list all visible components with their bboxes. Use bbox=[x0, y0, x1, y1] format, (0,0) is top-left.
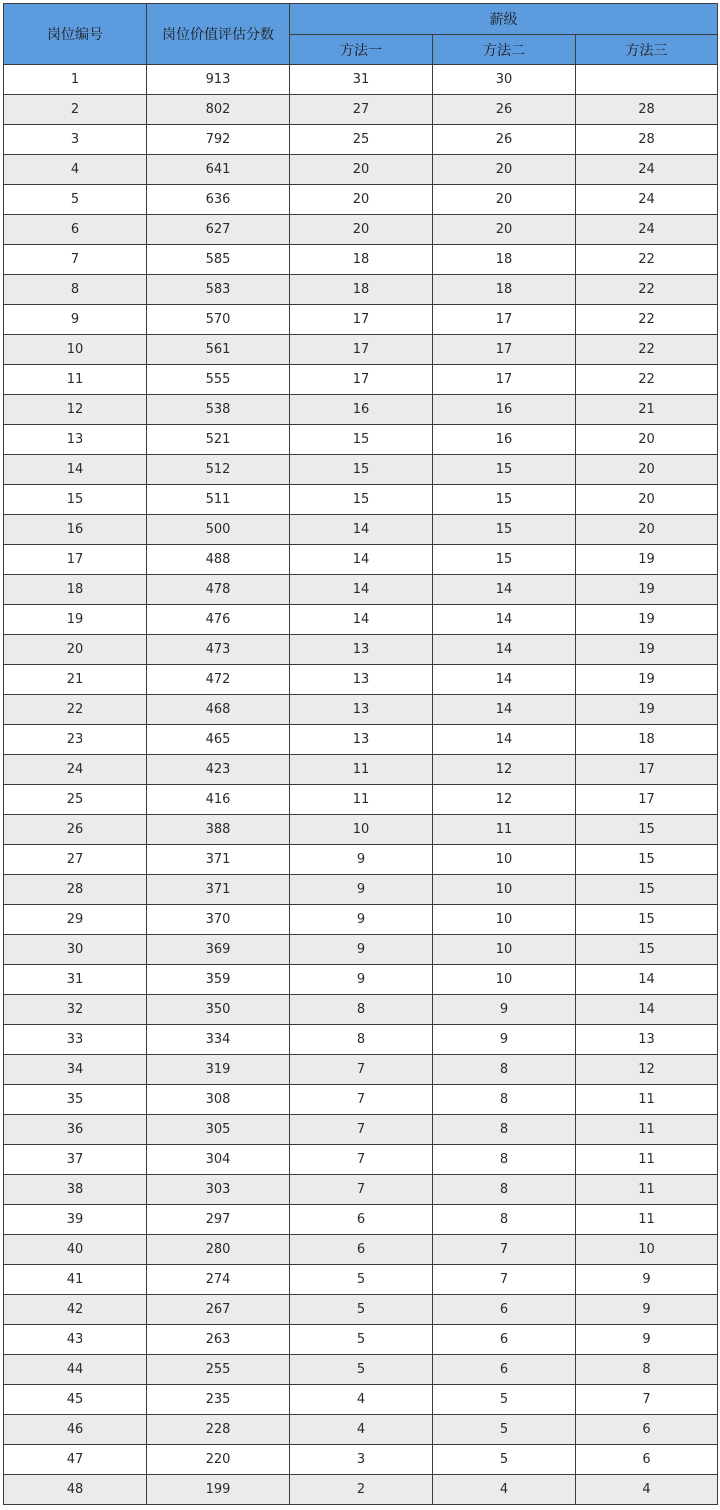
cell-position-id: 10 bbox=[4, 335, 147, 365]
cell-position-id: 21 bbox=[4, 665, 147, 695]
cell-method-1: 13 bbox=[290, 635, 433, 665]
cell-evaluation-score: 488 bbox=[147, 545, 290, 575]
cell-method-3: 22 bbox=[576, 245, 718, 275]
cell-evaluation-score: 350 bbox=[147, 995, 290, 1025]
cell-method-3: 9 bbox=[576, 1295, 718, 1325]
cell-method-1: 16 bbox=[290, 395, 433, 425]
cell-method-3: 12 bbox=[576, 1055, 718, 1085]
cell-method-1: 6 bbox=[290, 1205, 433, 1235]
cell-method-2: 14 bbox=[433, 695, 576, 725]
cell-position-id: 14 bbox=[4, 455, 147, 485]
table-row bbox=[4, 845, 718, 875]
cell-position-id: 43 bbox=[4, 1325, 147, 1355]
table-row bbox=[4, 1205, 718, 1235]
table-row bbox=[4, 1325, 718, 1355]
table-row bbox=[4, 1085, 718, 1115]
cell-method-3: 15 bbox=[576, 905, 718, 935]
table-row bbox=[4, 1355, 718, 1385]
cell-evaluation-score: 465 bbox=[147, 725, 290, 755]
cell-evaluation-score: 228 bbox=[147, 1415, 290, 1445]
cell-method-1: 10 bbox=[290, 815, 433, 845]
cell-method-2: 12 bbox=[433, 785, 576, 815]
table-row bbox=[4, 95, 718, 125]
salary-grade-table bbox=[3, 3, 718, 1505]
cell-method-2: 14 bbox=[433, 635, 576, 665]
cell-method-3: 15 bbox=[576, 875, 718, 905]
table-row bbox=[4, 725, 718, 755]
table-row bbox=[4, 785, 718, 815]
cell-method-1: 14 bbox=[290, 515, 433, 545]
cell-method-1: 17 bbox=[290, 305, 433, 335]
cell-method-2: 8 bbox=[433, 1175, 576, 1205]
cell-evaluation-score: 570 bbox=[147, 305, 290, 335]
cell-evaluation-score: 423 bbox=[147, 755, 290, 785]
cell-method-1: 11 bbox=[290, 755, 433, 785]
cell-evaluation-score: 561 bbox=[147, 335, 290, 365]
cell-method-1: 7 bbox=[290, 1175, 433, 1205]
cell-position-id: 44 bbox=[4, 1355, 147, 1385]
cell-evaluation-score: 511 bbox=[147, 485, 290, 515]
cell-position-id: 17 bbox=[4, 545, 147, 575]
cell-method-1: 27 bbox=[290, 95, 433, 125]
cell-evaluation-score: 199 bbox=[147, 1475, 290, 1505]
cell-evaluation-score: 263 bbox=[147, 1325, 290, 1355]
cell-evaluation-score: 583 bbox=[147, 275, 290, 305]
cell-method-2: 6 bbox=[433, 1325, 576, 1355]
table-header bbox=[4, 4, 718, 65]
table-row bbox=[4, 305, 718, 335]
table-row bbox=[4, 215, 718, 245]
cell-method-1: 3 bbox=[290, 1445, 433, 1475]
cell-method-3: 4 bbox=[576, 1475, 718, 1505]
table-row bbox=[4, 155, 718, 185]
cell-method-3: 19 bbox=[576, 695, 718, 725]
cell-position-id: 5 bbox=[4, 185, 147, 215]
cell-method-3: 20 bbox=[576, 425, 718, 455]
header-method-2: 方法二 bbox=[433, 35, 576, 65]
table-row bbox=[4, 695, 718, 725]
table-row bbox=[4, 365, 718, 395]
table-row bbox=[4, 1055, 718, 1085]
cell-method-2: 30 bbox=[433, 65, 576, 95]
cell-position-id: 48 bbox=[4, 1475, 147, 1505]
cell-evaluation-score: 255 bbox=[147, 1355, 290, 1385]
cell-method-1: 14 bbox=[290, 545, 433, 575]
cell-method-3: 18 bbox=[576, 725, 718, 755]
cell-method-2: 15 bbox=[433, 545, 576, 575]
cell-method-3: 28 bbox=[576, 125, 718, 155]
cell-method-1: 2 bbox=[290, 1475, 433, 1505]
cell-position-id: 2 bbox=[4, 95, 147, 125]
cell-evaluation-score: 235 bbox=[147, 1385, 290, 1415]
table-row bbox=[4, 875, 718, 905]
cell-evaluation-score: 802 bbox=[147, 95, 290, 125]
cell-method-2: 20 bbox=[433, 155, 576, 185]
table-row bbox=[4, 1115, 718, 1145]
cell-method-2: 20 bbox=[433, 185, 576, 215]
cell-method-2: 8 bbox=[433, 1205, 576, 1235]
table-row bbox=[4, 1445, 718, 1475]
table-row bbox=[4, 1385, 718, 1415]
header-evaluation-score: 岗位价值评估分数 bbox=[147, 4, 290, 65]
cell-position-id: 22 bbox=[4, 695, 147, 725]
cell-method-3: 8 bbox=[576, 1355, 718, 1385]
cell-position-id: 6 bbox=[4, 215, 147, 245]
cell-evaluation-score: 304 bbox=[147, 1145, 290, 1175]
cell-evaluation-score: 472 bbox=[147, 665, 290, 695]
cell-position-id: 47 bbox=[4, 1445, 147, 1475]
cell-method-2: 8 bbox=[433, 1115, 576, 1145]
cell-position-id: 30 bbox=[4, 935, 147, 965]
cell-evaluation-score: 416 bbox=[147, 785, 290, 815]
cell-evaluation-score: 473 bbox=[147, 635, 290, 665]
cell-evaluation-score: 476 bbox=[147, 605, 290, 635]
table-row bbox=[4, 1415, 718, 1445]
cell-evaluation-score: 538 bbox=[147, 395, 290, 425]
cell-method-2: 16 bbox=[433, 425, 576, 455]
cell-evaluation-score: 555 bbox=[147, 365, 290, 395]
cell-position-id: 40 bbox=[4, 1235, 147, 1265]
table-row bbox=[4, 1235, 718, 1265]
cell-method-1: 9 bbox=[290, 845, 433, 875]
cell-method-3: 15 bbox=[576, 815, 718, 845]
cell-evaluation-score: 220 bbox=[147, 1445, 290, 1475]
cell-method-1: 15 bbox=[290, 485, 433, 515]
cell-method-2: 9 bbox=[433, 995, 576, 1025]
cell-position-id: 41 bbox=[4, 1265, 147, 1295]
cell-position-id: 19 bbox=[4, 605, 147, 635]
header-method-1: 方法一 bbox=[290, 35, 433, 65]
table-row bbox=[4, 1025, 718, 1055]
cell-evaluation-score: 303 bbox=[147, 1175, 290, 1205]
cell-method-1: 20 bbox=[290, 155, 433, 185]
cell-method-3: 11 bbox=[576, 1205, 718, 1235]
cell-method-2: 5 bbox=[433, 1445, 576, 1475]
cell-method-1: 7 bbox=[290, 1145, 433, 1175]
cell-method-2: 5 bbox=[433, 1385, 576, 1415]
cell-method-2: 12 bbox=[433, 755, 576, 785]
cell-position-id: 7 bbox=[4, 245, 147, 275]
cell-method-2: 20 bbox=[433, 215, 576, 245]
cell-method-1: 25 bbox=[290, 125, 433, 155]
cell-method-2: 8 bbox=[433, 1055, 576, 1085]
cell-method-1: 8 bbox=[290, 995, 433, 1025]
cell-method-1: 7 bbox=[290, 1115, 433, 1145]
cell-method-3: 20 bbox=[576, 455, 718, 485]
cell-method-3: 19 bbox=[576, 635, 718, 665]
cell-method-1: 17 bbox=[290, 335, 433, 365]
table-row bbox=[4, 575, 718, 605]
table-row bbox=[4, 395, 718, 425]
cell-position-id: 45 bbox=[4, 1385, 147, 1415]
cell-evaluation-score: 297 bbox=[147, 1205, 290, 1235]
cell-method-1: 9 bbox=[290, 965, 433, 995]
cell-position-id: 31 bbox=[4, 965, 147, 995]
cell-method-1: 5 bbox=[290, 1265, 433, 1295]
cell-position-id: 16 bbox=[4, 515, 147, 545]
cell-method-1: 14 bbox=[290, 605, 433, 635]
cell-evaluation-score: 512 bbox=[147, 455, 290, 485]
table-body bbox=[4, 65, 718, 1505]
table-row bbox=[4, 665, 718, 695]
cell-method-3: 22 bbox=[576, 335, 718, 365]
table-row bbox=[4, 425, 718, 455]
cell-position-id: 35 bbox=[4, 1085, 147, 1115]
cell-position-id: 37 bbox=[4, 1145, 147, 1175]
cell-position-id: 8 bbox=[4, 275, 147, 305]
cell-evaluation-score: 334 bbox=[147, 1025, 290, 1055]
cell-method-2: 10 bbox=[433, 965, 576, 995]
cell-method-3: 19 bbox=[576, 575, 718, 605]
cell-method-2: 5 bbox=[433, 1415, 576, 1445]
cell-method-3: 24 bbox=[576, 155, 718, 185]
table-row bbox=[4, 335, 718, 365]
cell-method-3: 17 bbox=[576, 755, 718, 785]
cell-method-3: 15 bbox=[576, 935, 718, 965]
cell-position-id: 9 bbox=[4, 305, 147, 335]
cell-method-2: 14 bbox=[433, 575, 576, 605]
cell-method-3: 22 bbox=[576, 275, 718, 305]
cell-method-3: 14 bbox=[576, 965, 718, 995]
table-row bbox=[4, 275, 718, 305]
cell-method-1: 4 bbox=[290, 1385, 433, 1415]
cell-method-3: 17 bbox=[576, 785, 718, 815]
cell-method-2: 17 bbox=[433, 305, 576, 335]
cell-method-1: 15 bbox=[290, 425, 433, 455]
cell-evaluation-score: 370 bbox=[147, 905, 290, 935]
table-row bbox=[4, 905, 718, 935]
cell-method-2: 9 bbox=[433, 1025, 576, 1055]
cell-method-2: 11 bbox=[433, 815, 576, 845]
cell-method-3: 14 bbox=[576, 995, 718, 1025]
table-row bbox=[4, 605, 718, 635]
cell-method-2: 18 bbox=[433, 245, 576, 275]
cell-method-2: 10 bbox=[433, 875, 576, 905]
cell-method-3: 11 bbox=[576, 1145, 718, 1175]
cell-method-2: 10 bbox=[433, 845, 576, 875]
header-method-3: 方法三 bbox=[576, 35, 718, 65]
cell-position-id: 15 bbox=[4, 485, 147, 515]
header-position-id: 岗位编号 bbox=[4, 4, 147, 65]
table-row bbox=[4, 995, 718, 1025]
cell-method-3: 11 bbox=[576, 1085, 718, 1115]
cell-position-id: 32 bbox=[4, 995, 147, 1025]
cell-evaluation-score: 468 bbox=[147, 695, 290, 725]
cell-method-1: 18 bbox=[290, 245, 433, 275]
cell-position-id: 38 bbox=[4, 1175, 147, 1205]
cell-method-1: 9 bbox=[290, 935, 433, 965]
cell-method-1: 18 bbox=[290, 275, 433, 305]
cell-evaluation-score: 319 bbox=[147, 1055, 290, 1085]
cell-method-2: 7 bbox=[433, 1265, 576, 1295]
cell-method-1: 9 bbox=[290, 875, 433, 905]
table-row bbox=[4, 1295, 718, 1325]
table-row bbox=[4, 1175, 718, 1205]
cell-position-id: 1 bbox=[4, 65, 147, 95]
cell-method-3: 24 bbox=[576, 215, 718, 245]
cell-method-3 bbox=[576, 65, 718, 95]
cell-method-3: 13 bbox=[576, 1025, 718, 1055]
table-row bbox=[4, 1265, 718, 1295]
cell-method-3: 11 bbox=[576, 1115, 718, 1145]
cell-evaluation-score: 369 bbox=[147, 935, 290, 965]
cell-method-2: 10 bbox=[433, 935, 576, 965]
cell-method-3: 11 bbox=[576, 1175, 718, 1205]
cell-evaluation-score: 388 bbox=[147, 815, 290, 845]
cell-method-3: 6 bbox=[576, 1415, 718, 1445]
cell-evaluation-score: 308 bbox=[147, 1085, 290, 1115]
cell-evaluation-score: 641 bbox=[147, 155, 290, 185]
cell-method-2: 6 bbox=[433, 1295, 576, 1325]
cell-method-3: 9 bbox=[576, 1325, 718, 1355]
cell-method-2: 15 bbox=[433, 515, 576, 545]
table-row bbox=[4, 755, 718, 785]
cell-method-2: 17 bbox=[433, 365, 576, 395]
salary-grade-table-container bbox=[3, 3, 718, 1505]
cell-position-id: 4 bbox=[4, 155, 147, 185]
table-row bbox=[4, 125, 718, 155]
table-row bbox=[4, 965, 718, 995]
cell-position-id: 3 bbox=[4, 125, 147, 155]
cell-position-id: 12 bbox=[4, 395, 147, 425]
cell-method-3: 7 bbox=[576, 1385, 718, 1415]
cell-method-2: 14 bbox=[433, 665, 576, 695]
cell-evaluation-score: 371 bbox=[147, 845, 290, 875]
cell-position-id: 29 bbox=[4, 905, 147, 935]
table-row bbox=[4, 485, 718, 515]
cell-position-id: 46 bbox=[4, 1415, 147, 1445]
cell-position-id: 27 bbox=[4, 845, 147, 875]
cell-method-1: 9 bbox=[290, 905, 433, 935]
cell-evaluation-score: 280 bbox=[147, 1235, 290, 1265]
cell-evaluation-score: 274 bbox=[147, 1265, 290, 1295]
table-row bbox=[4, 515, 718, 545]
cell-position-id: 11 bbox=[4, 365, 147, 395]
cell-method-3: 22 bbox=[576, 305, 718, 335]
cell-method-1: 7 bbox=[290, 1055, 433, 1085]
cell-method-1: 15 bbox=[290, 455, 433, 485]
cell-method-2: 8 bbox=[433, 1145, 576, 1175]
cell-evaluation-score: 305 bbox=[147, 1115, 290, 1145]
cell-method-3: 6 bbox=[576, 1445, 718, 1475]
table-row bbox=[4, 1475, 718, 1505]
cell-evaluation-score: 267 bbox=[147, 1295, 290, 1325]
cell-position-id: 18 bbox=[4, 575, 147, 605]
cell-method-1: 5 bbox=[290, 1355, 433, 1385]
cell-method-2: 26 bbox=[433, 95, 576, 125]
cell-method-1: 13 bbox=[290, 695, 433, 725]
cell-method-1: 8 bbox=[290, 1025, 433, 1055]
cell-method-1: 31 bbox=[290, 65, 433, 95]
cell-method-1: 5 bbox=[290, 1295, 433, 1325]
table-row bbox=[4, 545, 718, 575]
cell-method-2: 14 bbox=[433, 605, 576, 635]
cell-method-2: 18 bbox=[433, 275, 576, 305]
table-row bbox=[4, 455, 718, 485]
cell-method-1: 13 bbox=[290, 665, 433, 695]
cell-method-3: 20 bbox=[576, 515, 718, 545]
cell-method-3: 28 bbox=[576, 95, 718, 125]
cell-method-2: 10 bbox=[433, 905, 576, 935]
cell-position-id: 24 bbox=[4, 755, 147, 785]
cell-method-3: 15 bbox=[576, 845, 718, 875]
cell-method-2: 17 bbox=[433, 335, 576, 365]
cell-method-2: 6 bbox=[433, 1355, 576, 1385]
cell-position-id: 26 bbox=[4, 815, 147, 845]
cell-method-3: 19 bbox=[576, 605, 718, 635]
cell-method-3: 19 bbox=[576, 665, 718, 695]
cell-method-3: 22 bbox=[576, 365, 718, 395]
cell-method-1: 13 bbox=[290, 725, 433, 755]
cell-method-3: 24 bbox=[576, 185, 718, 215]
cell-position-id: 33 bbox=[4, 1025, 147, 1055]
cell-position-id: 20 bbox=[4, 635, 147, 665]
cell-method-1: 17 bbox=[290, 365, 433, 395]
cell-method-2: 16 bbox=[433, 395, 576, 425]
cell-evaluation-score: 478 bbox=[147, 575, 290, 605]
cell-method-3: 10 bbox=[576, 1235, 718, 1265]
cell-method-2: 15 bbox=[433, 455, 576, 485]
cell-method-2: 4 bbox=[433, 1475, 576, 1505]
table-row bbox=[4, 1145, 718, 1175]
cell-position-id: 39 bbox=[4, 1205, 147, 1235]
cell-position-id: 42 bbox=[4, 1295, 147, 1325]
cell-evaluation-score: 500 bbox=[147, 515, 290, 545]
cell-method-2: 14 bbox=[433, 725, 576, 755]
cell-method-1: 6 bbox=[290, 1235, 433, 1265]
cell-method-3: 9 bbox=[576, 1265, 718, 1295]
cell-position-id: 23 bbox=[4, 725, 147, 755]
cell-method-2: 8 bbox=[433, 1085, 576, 1115]
cell-evaluation-score: 636 bbox=[147, 185, 290, 215]
cell-evaluation-score: 585 bbox=[147, 245, 290, 275]
cell-method-3: 20 bbox=[576, 485, 718, 515]
cell-method-3: 19 bbox=[576, 545, 718, 575]
cell-method-2: 26 bbox=[433, 125, 576, 155]
table-row bbox=[4, 65, 718, 95]
cell-position-id: 13 bbox=[4, 425, 147, 455]
cell-position-id: 36 bbox=[4, 1115, 147, 1145]
cell-method-1: 7 bbox=[290, 1085, 433, 1115]
cell-method-1: 20 bbox=[290, 215, 433, 245]
cell-position-id: 25 bbox=[4, 785, 147, 815]
table-row bbox=[4, 185, 718, 215]
cell-method-2: 7 bbox=[433, 1235, 576, 1265]
cell-evaluation-score: 913 bbox=[147, 65, 290, 95]
table-row bbox=[4, 245, 718, 275]
table-row bbox=[4, 635, 718, 665]
cell-method-1: 5 bbox=[290, 1325, 433, 1355]
table-row bbox=[4, 815, 718, 845]
cell-position-id: 28 bbox=[4, 875, 147, 905]
table-row bbox=[4, 935, 718, 965]
header-salary-grade-group: 薪级 bbox=[290, 4, 718, 35]
cell-evaluation-score: 792 bbox=[147, 125, 290, 155]
cell-method-3: 21 bbox=[576, 395, 718, 425]
cell-method-2: 15 bbox=[433, 485, 576, 515]
cell-method-1: 4 bbox=[290, 1415, 433, 1445]
cell-evaluation-score: 627 bbox=[147, 215, 290, 245]
cell-method-1: 14 bbox=[290, 575, 433, 605]
cell-method-1: 11 bbox=[290, 785, 433, 815]
cell-evaluation-score: 371 bbox=[147, 875, 290, 905]
cell-evaluation-score: 521 bbox=[147, 425, 290, 455]
cell-method-1: 20 bbox=[290, 185, 433, 215]
cell-evaluation-score: 359 bbox=[147, 965, 290, 995]
cell-position-id: 34 bbox=[4, 1055, 147, 1085]
